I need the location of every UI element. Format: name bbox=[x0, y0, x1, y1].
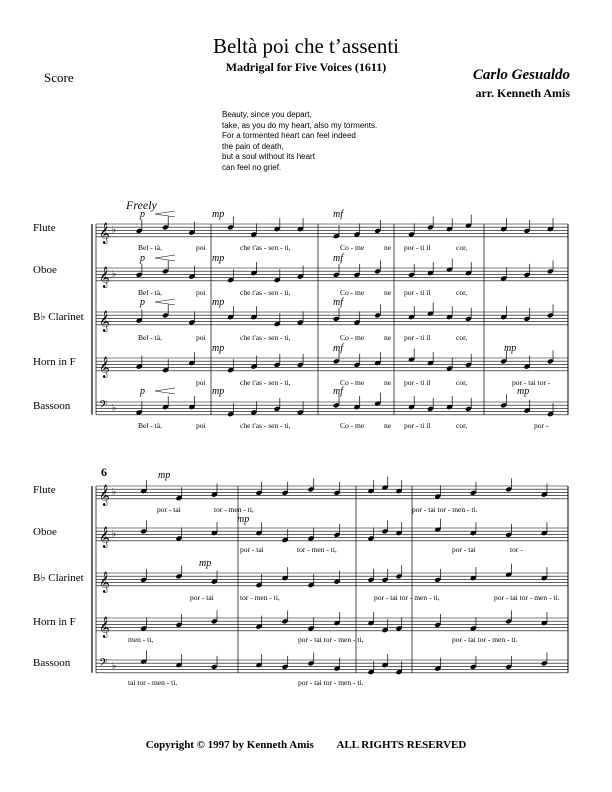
lyrics-line-clarinet: Bel - tà, poi che t'as - sen - ti, Co - me ne por - ti il cor, bbox=[138, 333, 468, 342]
lyrics-line-oboe: Bel - tà, poi che t'as - sen - ti, Co - me ne por - ti il cor, bbox=[138, 288, 468, 297]
piece-subtitle: Madrigal for Five Voices (1611) bbox=[225, 60, 387, 74]
lyrics-line-horn: poi che t'as - sen - ti, Co - me ne por - ti il cor, por - tai tor - bbox=[196, 378, 551, 387]
dynamic-marking: mp bbox=[212, 386, 225, 397]
rights-notice: ALL RIGHTS RESERVED bbox=[336, 739, 467, 751]
treble-clef-icon: 𝄞 bbox=[99, 310, 110, 332]
score-label: Score bbox=[44, 70, 74, 85]
notes bbox=[136, 215, 554, 676]
dynamic-marking: mf bbox=[333, 386, 343, 397]
lyrics-line-bassoon: Bel - tà, poi che t'as - sen - ti, Co - me ne por - ti il cor, por - bbox=[138, 421, 549, 430]
treble-clef-icon: 𝄞 bbox=[99, 616, 110, 638]
flat-icon: ♭ bbox=[112, 661, 117, 672]
tempo-marking: Freely bbox=[126, 198, 157, 212]
instrument-label-horn: Horn in F bbox=[33, 616, 76, 628]
bass-clef-icon: 𝄢 bbox=[99, 657, 108, 673]
instrument-label-horn: Horn in F bbox=[33, 356, 76, 368]
instrument-label-bassoon: Bassoon bbox=[33, 657, 71, 669]
dynamic-marking: mf bbox=[333, 209, 343, 220]
copyright-notice: Copyright © 1997 by Kenneth Amis bbox=[145, 739, 314, 751]
flat-icon: ♭ bbox=[112, 529, 117, 540]
lyrics-line-horn: men - ti, por - tai tor - men - ti, por - tai tor - men - ti. bbox=[128, 635, 518, 644]
poem-line: but a soul without its heart bbox=[222, 152, 315, 162]
staff-lines bbox=[92, 223, 568, 673]
crescendo-hairpin bbox=[155, 388, 175, 394]
dynamic-marking: mp bbox=[199, 558, 212, 569]
poem-line: Beauty, since you depart, bbox=[222, 110, 312, 119]
instrument-label-clarinet: B♭ Clarinet bbox=[33, 572, 84, 584]
dynamic-marking: mp bbox=[212, 209, 225, 220]
treble-clef-icon: 𝄞 bbox=[99, 484, 110, 506]
instrument-label-oboe: Oboe bbox=[33, 526, 57, 538]
instrument-label-flute: Flute bbox=[33, 222, 56, 234]
flat-icon: ♭ bbox=[112, 487, 117, 498]
treble-clef-icon: 𝄞 bbox=[99, 356, 110, 378]
treble-clef-icon: 𝄞 bbox=[99, 571, 110, 593]
flat-icon: ♭ bbox=[112, 403, 117, 414]
instrument-label-bassoon: Bassoon bbox=[33, 400, 71, 412]
treble-clef-icon: 𝄞 bbox=[99, 526, 110, 548]
dynamic-marking: p bbox=[140, 297, 145, 308]
instrument-label-oboe: Oboe bbox=[33, 264, 57, 276]
dynamic-marking: p bbox=[140, 209, 145, 220]
bass-clef-icon: 𝄢 bbox=[99, 399, 108, 415]
dynamic-marking: mf bbox=[333, 253, 343, 264]
lyrics-line-oboe: por - tai tor - men - ti, por - tai tor - bbox=[240, 545, 523, 554]
dynamic-marking: mp bbox=[504, 343, 517, 354]
dynamic-marking: mf bbox=[333, 343, 343, 354]
dynamic-marking: p bbox=[140, 386, 145, 397]
lyrics-line-bassoon: tai tor - men - ti, por - tai tor - men - ti. bbox=[128, 678, 364, 687]
instrument-label-clarinet: B♭ Clarinet bbox=[33, 311, 84, 323]
dynamic-marking: mp bbox=[212, 343, 225, 354]
dynamic-marking: p bbox=[140, 253, 145, 264]
dynamic-marking: mp bbox=[517, 386, 530, 397]
measure-number: 6 bbox=[101, 465, 107, 479]
treble-clef-icon: 𝄞 bbox=[99, 222, 110, 244]
flat-icon: ♭ bbox=[112, 269, 117, 280]
piece-title: Beltà poi che t’assenti bbox=[212, 34, 400, 58]
dynamic-marking: mp bbox=[237, 514, 250, 525]
dynamic-marking: mf bbox=[333, 297, 343, 308]
poem-line: take, as you do my heart, also my torments. bbox=[222, 120, 378, 130]
crescendo-hairpin bbox=[155, 255, 175, 261]
instrument-label-flute: Flute bbox=[33, 484, 56, 496]
flat-icon: ♭ bbox=[112, 225, 117, 236]
poem-line: For a tormented heart can feel indeed bbox=[222, 131, 356, 141]
lyrics-line-clarinet: por - tai tor - men - ti, por - tai tor - men - ti, por - tai tor - men - ti. bbox=[190, 593, 560, 602]
dynamic-marking: mp bbox=[212, 297, 225, 308]
poem-line: the pain of death, bbox=[222, 141, 284, 151]
crescendo-hairpin bbox=[155, 299, 175, 305]
crescendo-hairpin bbox=[155, 211, 175, 217]
poem-line: can feel no grief. bbox=[222, 162, 282, 172]
arranger-name: arr. Kenneth Amis bbox=[475, 86, 570, 100]
lyrics-line-flute: Bel - tà, poi che t'as - sen - ti, Co - me ne por - ti il cor, bbox=[138, 243, 468, 252]
lyrics-line-flute: por - tai tor - men - ti, por - tai tor - men - ti. bbox=[157, 505, 478, 514]
composer-name: Carlo Gesualdo bbox=[472, 67, 570, 83]
dynamic-marking: mp bbox=[158, 470, 171, 481]
footer bbox=[0, 739, 612, 751]
dynamic-marking: mp bbox=[212, 253, 225, 264]
treble-clef-icon: 𝄞 bbox=[99, 266, 110, 288]
